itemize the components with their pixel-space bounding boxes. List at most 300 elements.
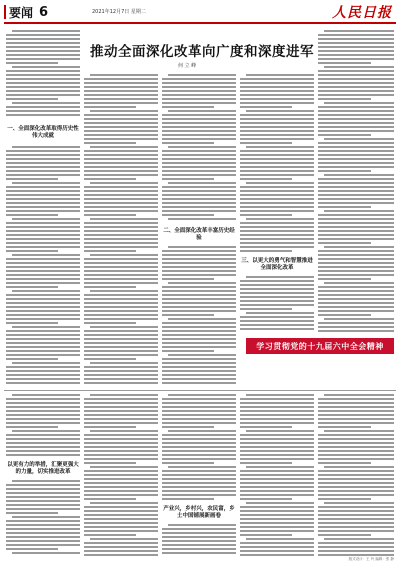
text-line: [240, 234, 314, 236]
text-line: [162, 528, 236, 530]
text-line: [84, 298, 158, 300]
text-line: [318, 114, 394, 116]
text-line: [318, 442, 394, 444]
text-line: [6, 246, 80, 248]
masthead-logo: 人民日报: [332, 5, 392, 21]
bottom-column-3: [162, 394, 236, 504]
text-line: [6, 318, 80, 320]
text-line: [318, 270, 394, 272]
text-line: [84, 138, 158, 140]
text-line: [84, 94, 158, 96]
text-line: [240, 518, 314, 520]
text-line: [318, 110, 394, 112]
text-line: [318, 166, 394, 168]
text-line: [162, 118, 236, 120]
text-line: [240, 478, 314, 480]
text-line: [240, 526, 314, 528]
text-line: [6, 306, 80, 308]
text-line: [84, 294, 158, 296]
text-line: [6, 270, 80, 272]
text-line: [318, 326, 394, 328]
text-line: [6, 426, 58, 428]
text-line: [240, 320, 314, 322]
text-line: [84, 190, 158, 192]
text-line: [318, 402, 394, 404]
text-line: [6, 524, 80, 526]
text-line: [6, 366, 80, 368]
text-line: [84, 350, 158, 352]
text-line: [240, 94, 314, 96]
text-line: [318, 250, 394, 252]
text-line: [162, 544, 236, 546]
text-line: [84, 442, 158, 444]
text-line: [240, 106, 292, 108]
subhead-1: 一、全面深化改革取得历史性伟大成就: [7, 126, 79, 139]
text-line: [84, 542, 158, 544]
text-line: [240, 470, 314, 472]
text-line: [318, 278, 371, 280]
text-line: [240, 154, 314, 156]
text-line: [162, 434, 236, 436]
text-line: [6, 338, 80, 340]
page-footer: 版式设计：王 玲 编辑：张 静: [348, 557, 394, 561]
text-line: [90, 502, 158, 504]
text-line: [246, 312, 314, 314]
text-line: [318, 486, 394, 488]
text-line: [84, 98, 158, 100]
text-line: [162, 310, 236, 312]
text-line: [162, 422, 236, 424]
text-line: [318, 418, 394, 420]
column-1-mid: [6, 146, 80, 386]
text-line: [324, 282, 394, 284]
text-line: [240, 90, 314, 92]
text-line: [318, 534, 371, 536]
text-line: [318, 550, 394, 552]
text-line: [6, 230, 80, 232]
text-line: [318, 54, 394, 56]
text-line: [12, 290, 80, 292]
text-line: [84, 230, 158, 232]
text-line: [318, 302, 394, 304]
text-line: [240, 550, 314, 552]
text-line: [6, 342, 80, 344]
text-line: [12, 182, 80, 184]
text-line: [84, 102, 158, 104]
text-line: [84, 130, 158, 132]
text-line: [6, 484, 80, 486]
text-line: [84, 278, 158, 280]
text-line: [168, 74, 236, 76]
text-line: [318, 134, 371, 136]
text-line: [6, 492, 80, 494]
text-line: [240, 186, 314, 188]
text-line: [240, 170, 314, 172]
text-line: [318, 518, 394, 520]
text-line: [6, 442, 80, 444]
text-line: [6, 258, 80, 260]
text-line: [84, 274, 158, 276]
column-4: [240, 74, 314, 254]
text-line: [6, 422, 80, 424]
text-line: [318, 194, 394, 196]
text-line: [84, 154, 158, 156]
text-line: [318, 218, 394, 220]
text-line: [84, 378, 158, 380]
text-line: [318, 86, 394, 88]
text-line: [162, 470, 236, 472]
text-line: [318, 530, 394, 532]
text-line: [90, 290, 158, 292]
text-line: [168, 110, 236, 112]
text-line: [168, 246, 236, 248]
text-line: [240, 410, 314, 412]
text-line: [84, 86, 158, 88]
bottom-column-4: [240, 394, 314, 558]
text-line: [168, 282, 236, 284]
text-line: [84, 346, 158, 348]
text-line: [162, 414, 236, 416]
text-line: [12, 552, 80, 554]
text-line: [240, 122, 314, 124]
text-line: [90, 146, 158, 148]
text-line: [6, 446, 80, 448]
text-line: [6, 346, 80, 348]
text-line: [84, 470, 158, 472]
text-line: [162, 478, 236, 480]
subhead-2: 二、全面深化改革丰富历史经验: [163, 228, 235, 241]
text-line: [84, 258, 158, 260]
text-line: [162, 326, 236, 328]
page-number: 6: [39, 4, 49, 20]
text-line: [84, 194, 158, 196]
text-line: [84, 534, 136, 536]
article-title: 推动全面深化改革向广度和深度进军: [90, 44, 314, 60]
text-line: [84, 434, 158, 436]
text-line: [84, 510, 158, 512]
text-line: [6, 162, 80, 164]
text-line: [6, 238, 80, 240]
text-line: [240, 454, 314, 456]
text-line: [240, 498, 292, 500]
text-line: [6, 206, 80, 208]
text-line: [6, 262, 80, 264]
text-line: [240, 162, 314, 164]
text-line: [240, 238, 314, 240]
text-line: [84, 90, 158, 92]
text-line: [6, 548, 58, 550]
text-line: [84, 478, 158, 480]
text-line: [240, 494, 314, 496]
bottom-column-5: [318, 394, 394, 558]
text-line: [6, 42, 80, 44]
text-line: [84, 398, 158, 400]
text-line: [240, 426, 292, 428]
text-line: [6, 528, 80, 530]
text-line: [318, 142, 394, 144]
text-line: [240, 138, 314, 140]
text-line: [84, 178, 136, 180]
text-line: [6, 34, 80, 36]
text-line: [318, 546, 394, 548]
section-bar: [4, 5, 6, 19]
text-line: [240, 246, 314, 248]
text-line: [240, 178, 292, 180]
text-line: [240, 280, 314, 282]
text-line: [240, 118, 314, 120]
text-line: [6, 438, 80, 440]
text-line: [240, 482, 314, 484]
text-line: [84, 382, 158, 384]
section-label: [4, 4, 48, 20]
text-line: [318, 294, 394, 296]
text-line: [168, 430, 236, 432]
text-line: [84, 270, 158, 272]
text-line: [318, 74, 394, 76]
text-line: [84, 354, 158, 356]
text-line: [6, 294, 80, 296]
text-line: [324, 466, 394, 468]
text-line: [240, 202, 314, 204]
text-line: [318, 262, 394, 264]
column-2: [84, 74, 158, 386]
text-line: [318, 202, 394, 204]
text-line: [324, 394, 394, 396]
text-line: [240, 422, 314, 424]
text-line: [6, 250, 58, 252]
text-line: [162, 266, 236, 268]
text-line: [162, 462, 214, 464]
text-line: [240, 102, 314, 104]
text-line: [318, 226, 394, 228]
text-line: [84, 490, 158, 492]
text-line: [168, 182, 236, 184]
text-line: [162, 122, 236, 124]
text-line: [318, 286, 394, 288]
text-line: [246, 74, 314, 76]
text-line: [90, 326, 158, 328]
text-line: [84, 226, 158, 228]
text-line: [318, 274, 394, 276]
text-line: [6, 278, 80, 280]
text-line: [318, 186, 394, 188]
text-line: [6, 532, 80, 534]
text-line: [84, 134, 158, 136]
text-line: [6, 398, 80, 400]
text-line: [84, 358, 136, 360]
text-line: [6, 114, 80, 116]
text-line: [6, 242, 80, 244]
text-line: [6, 154, 80, 156]
text-line: [240, 210, 314, 212]
text-line: [6, 50, 80, 52]
column-3: [162, 74, 236, 224]
text-line: [318, 46, 394, 48]
text-line: [162, 334, 236, 336]
text-line: [324, 138, 394, 140]
text-line: [6, 354, 80, 356]
text-line: [240, 542, 314, 544]
text-line: [84, 518, 158, 520]
text-line: [84, 410, 158, 412]
text-line: [84, 166, 158, 168]
text-line: [318, 450, 394, 452]
text-line: [6, 406, 80, 408]
text-line: [162, 338, 236, 340]
text-line: [6, 334, 80, 336]
text-line: [6, 62, 58, 64]
text-line: [84, 450, 158, 452]
text-line: [162, 98, 236, 100]
text-line: [168, 354, 236, 356]
text-line: [240, 328, 314, 330]
text-line: [162, 482, 236, 484]
text-line: [84, 82, 158, 84]
text-line: [162, 350, 214, 352]
text-line: [162, 322, 236, 324]
text-line: [318, 522, 394, 524]
text-line: [318, 458, 394, 460]
text-line: [6, 86, 80, 88]
text-line: [162, 126, 236, 128]
text-line: [240, 86, 314, 88]
text-line: [162, 86, 236, 88]
text-line: [318, 542, 394, 544]
text-line: [6, 314, 80, 316]
text-line: [318, 306, 394, 308]
text-line: [318, 514, 394, 516]
text-line: [162, 262, 236, 264]
text-line: [162, 382, 236, 384]
text-line: [84, 106, 136, 108]
text-line: [324, 210, 394, 212]
text-line: [12, 480, 80, 482]
text-line: [6, 414, 80, 416]
article-author: 何 立 峰: [178, 63, 197, 69]
text-line: [162, 458, 236, 460]
text-line: [12, 66, 80, 68]
text-line: [318, 230, 394, 232]
text-line: [318, 82, 394, 84]
text-line: [84, 162, 158, 164]
text-line: [324, 502, 394, 504]
text-line: [162, 402, 236, 404]
text-line: [240, 398, 314, 400]
text-line: [84, 458, 158, 460]
text-line: [84, 374, 158, 376]
text-line: [240, 158, 314, 160]
text-line: [84, 314, 158, 316]
text-line: [318, 462, 371, 464]
text-line: [162, 178, 214, 180]
text-line: [246, 110, 314, 112]
text-line: [240, 130, 314, 132]
text-line: [162, 250, 236, 252]
text-line: [162, 78, 236, 80]
text-line: [240, 304, 314, 306]
text-line: [162, 186, 236, 188]
bottom-column-2: [84, 394, 158, 558]
text-line: [90, 430, 158, 432]
text-line: [318, 214, 394, 216]
text-line: [6, 496, 80, 498]
text-line: [12, 218, 80, 220]
text-line: [240, 230, 314, 232]
text-line: [318, 42, 394, 44]
text-line: [84, 202, 158, 204]
header-rule: [4, 22, 396, 24]
text-line: [162, 194, 236, 196]
text-line: [6, 178, 58, 180]
text-line: [162, 258, 236, 260]
text-line: [84, 446, 158, 448]
text-line: [318, 122, 394, 124]
text-line: [6, 74, 80, 76]
text-line: [162, 82, 236, 84]
text-line: [318, 298, 394, 300]
text-line: [318, 474, 394, 476]
text-line: [6, 94, 80, 96]
text-line: [6, 82, 80, 84]
text-line: [240, 324, 314, 326]
text-line: [162, 552, 236, 554]
text-line: [240, 458, 314, 460]
text-line: [240, 402, 314, 404]
text-line: [318, 454, 394, 456]
text-line: [6, 90, 80, 92]
text-line: [162, 374, 236, 376]
text-line: [168, 394, 236, 396]
column-3-lower: [162, 246, 236, 386]
text-line: [240, 514, 314, 516]
text-line: [84, 170, 158, 172]
text-line: [318, 38, 394, 40]
text-line: [84, 310, 158, 312]
text-line: [240, 250, 292, 252]
text-line: [84, 322, 136, 324]
text-line: [324, 66, 394, 68]
text-line: [318, 242, 371, 244]
text-line: [84, 318, 158, 320]
text-line: [6, 504, 80, 506]
text-line: [318, 314, 371, 316]
text-line: [240, 486, 314, 488]
text-line: [84, 262, 158, 264]
text-line: [162, 290, 236, 292]
text-line: [6, 544, 80, 546]
text-line: [168, 466, 236, 468]
text-line: [162, 190, 236, 192]
text-line: [162, 494, 236, 496]
text-line: [240, 284, 314, 286]
text-line: [318, 498, 371, 500]
text-line: [84, 126, 158, 128]
text-line: [240, 222, 314, 224]
text-line: [246, 146, 314, 148]
text-line: [84, 506, 158, 508]
page-header: [0, 0, 400, 24]
text-line: [240, 142, 292, 144]
text-line: [84, 214, 136, 216]
text-line: [324, 538, 394, 540]
text-line: [6, 222, 80, 224]
text-line: [318, 78, 394, 80]
text-line: [318, 398, 394, 400]
text-line: [162, 142, 214, 144]
text-line: [84, 414, 158, 416]
text-line: [6, 106, 80, 108]
text-line: [84, 330, 158, 332]
